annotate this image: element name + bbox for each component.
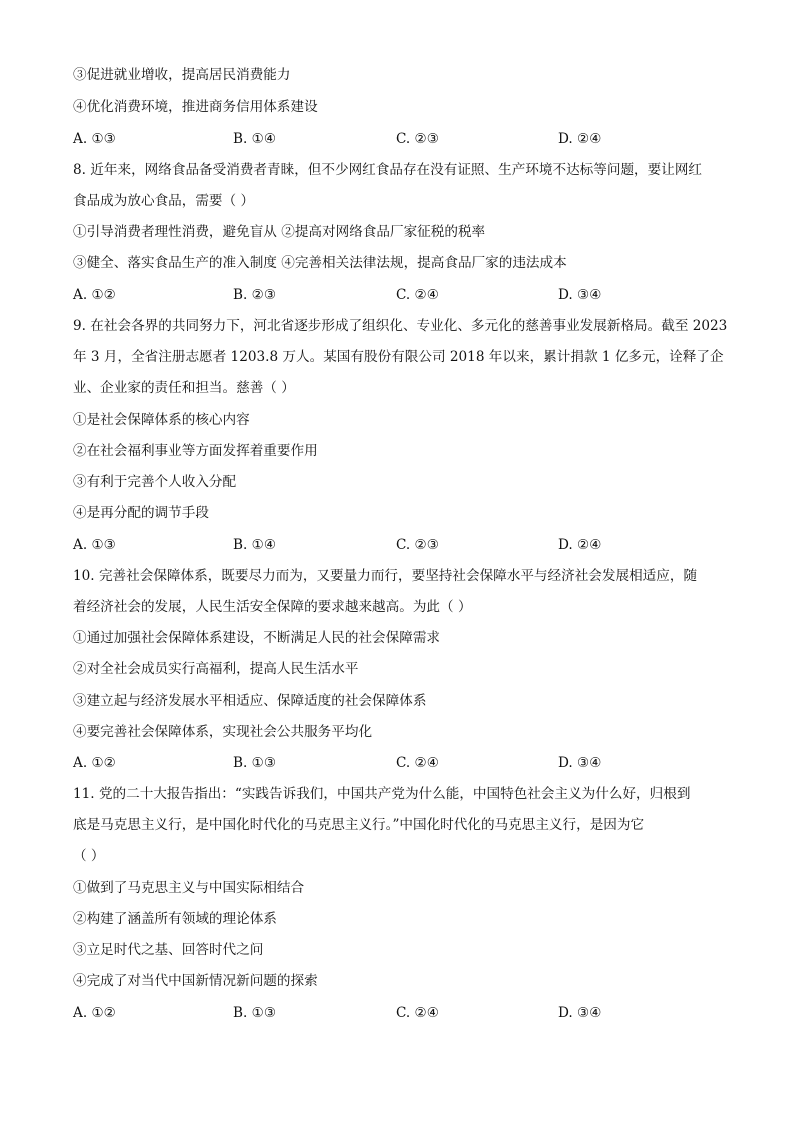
q9-choice-3: ③有利于完善个人收入分配 — [73, 474, 237, 490]
q10-choice-2: ②对全社会成员实行高福利，提高人民生活水平 — [73, 661, 359, 677]
q7-choice-3: ③促进就业增收，提高居民消费能力 — [73, 67, 291, 83]
q10-choice-3: ③建立起与经济发展水平相适应、保障适度的社会保障体系 — [73, 693, 427, 709]
option-a: A. ①③ — [73, 131, 116, 147]
q9-stem-line-1: 9. 在社会各界的共同努力下，河北省逐步形成了组织化、专业化、多元化的慈善事业发展新格局。截至 2023 — [73, 318, 728, 334]
option-c: C. ②④ — [396, 755, 439, 771]
q10-stem-line-1: 10. 完善社会保障体系，既要尽力而为，又要量力而行，要坚持社会保障水平与经济社会发展相适应，随 — [73, 568, 698, 584]
q9-stem-line-2: 年 3 月，全省注册志愿者 1203.8 万人。某国有股份有限公司 2018 年以来，累计捐款 1 亿多元，诠释了企 — [73, 349, 724, 365]
option-b: B. ②③ — [233, 287, 277, 303]
option-b: B. ①③ — [233, 1005, 277, 1021]
option-c: C. ②③ — [396, 131, 439, 147]
option-d: D. ②④ — [558, 131, 602, 147]
q11-stem-line-3: （ ） — [73, 848, 105, 864]
option-c: C. ②③ — [396, 537, 439, 553]
option-b: B. ①④ — [233, 131, 277, 147]
option-a: A. ①③ — [73, 537, 116, 553]
option-d: D. ③④ — [558, 287, 602, 303]
q11-choice-1: ①做到了马克思主义与中国实际相结合 — [73, 880, 305, 896]
option-b: B. ①③ — [233, 755, 277, 771]
q9-stem-line-3: 业、企业家的责任和担当。慈善（ ） — [73, 380, 295, 396]
option-a: A. ①② — [73, 755, 116, 771]
q9-choice-2: ②在社会福利事业等方面发挥着重要作用 — [73, 443, 318, 459]
option-b: B. ①④ — [233, 537, 277, 553]
q7-choice-4: ④优化消费环境，推进商务信用体系建设 — [73, 99, 318, 115]
option-d: D. ②④ — [558, 537, 602, 553]
q11-stem-line-1: 11. 党的二十大报告指出：“实践告诉我们，中国共产党为什么能，中国特色社会主义为什么好，归根到 — [73, 786, 691, 802]
option-c: C. ②④ — [396, 287, 439, 303]
q9-choice-4: ④是再分配的调节手段 — [73, 505, 209, 521]
q10-choice-4: ④要完善社会保障体系，实现社会公共服务平均化 — [73, 724, 373, 740]
option-c: C. ②④ — [396, 1005, 439, 1021]
option-d: D. ③④ — [558, 1005, 602, 1021]
q8-stem-line-1: 8. 近年来，网络食品备受消费者青睐，但不少网红食品存在没有证照、生产环境不达标等问题，要让网红 — [73, 162, 703, 178]
q11-stem-line-2: 底是马克思主义行，是中国化时代化的马克思主义行。”中国化时代化的马克思主义行，是因为它 — [73, 817, 645, 833]
q11-choice-4: ④完成了对当代中国新情况新问题的探索 — [73, 973, 318, 989]
q8-choices-3-4: ③健全、落实食品生产的准入制度 ④完善相关法律法规，提高食品厂家的违法成本 — [73, 255, 567, 271]
q8-stem-line-2: 食品成为放心食品，需要（ ） — [73, 193, 255, 209]
q11-choice-3: ③立足时代之基、回答时代之问 — [73, 942, 264, 958]
q11-choice-2: ②构建了涵盖所有领域的理论体系 — [73, 911, 277, 927]
q9-choice-1: ①是社会保障体系的核心内容 — [73, 412, 250, 428]
option-d: D. ③④ — [558, 755, 602, 771]
q10-choice-1: ①通过加强社会保障体系建设，不断满足人民的社会保障需求 — [73, 630, 441, 646]
q8-choices-1-2: ①引导消费者理性消费，避免盲从 ②提高对网络食品厂家征税的税率 — [73, 224, 486, 240]
option-a: A. ①② — [73, 1005, 116, 1021]
q10-stem-line-2: 着经济社会的发展，人民生活安全保障的要求越来越高。为此（ ） — [73, 599, 472, 615]
option-a: A. ①② — [73, 287, 116, 303]
